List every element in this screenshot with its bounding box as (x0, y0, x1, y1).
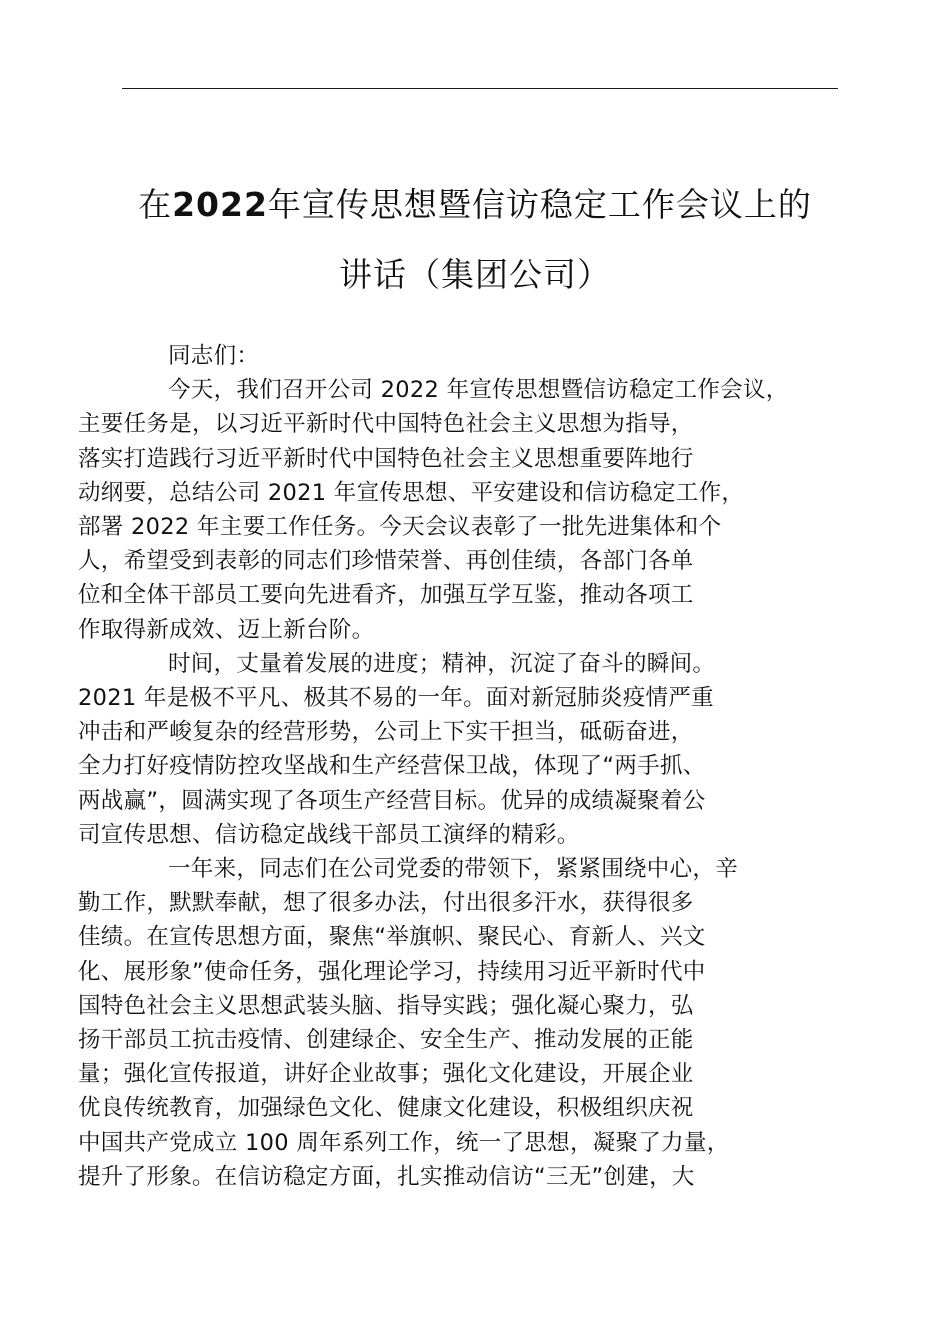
paragraph-line: 人，希望受到表彰的同志们珍惜荣誉、再创佳绩，各部门各单 (78, 548, 694, 575)
paragraph-line: 落实打造践行习近平新时代中国特色社会主义思想重要阵地行 (78, 445, 694, 472)
salutation: 同志们： (168, 343, 260, 369)
paragraph-line: 佳绩。在宣传思想方面，聚焦“举旗帜、聚民心、育新人、兴文 (78, 924, 706, 951)
title-line-1-rest: 年宣传思想暨信访稳定工作会议上的 (267, 185, 812, 224)
paragraph-line: 勤工作，默默奉献，想了很多办法，付出很多汗水，获得很多 (78, 890, 694, 917)
paragraph-line: 位和全体干部员工要向先进看齐，加强互学互鉴，推动各项工 (78, 582, 694, 609)
paragraph-line: 化、展形象”使命任务，强化理论学习，持续用习近平新时代中 (78, 958, 706, 985)
paragraph-3 (78, 852, 863, 1194)
title-prefix: 在 (138, 185, 173, 224)
paragraph-line: 一年来，同志们在公司党委的带领下，紧紧围绕中心，辛 (168, 856, 739, 883)
paragraph-line: 部署 2022 年主要工作任务。今天会议表彰了一批先进集体和个 (78, 514, 722, 541)
paragraph-line: 优良传统教育，加强绿色文化、健康文化建设，积极组织庆祝 (78, 1095, 694, 1122)
paragraph-line: 司宣传思想、信访稳定战线干部员工演绎的精彩。 (78, 821, 580, 848)
title-line-1 (100, 170, 850, 240)
paragraph-1 (78, 373, 863, 647)
document-body (78, 339, 863, 1194)
paragraph-line: 两战赢”，圆满实现了各项生产经营目标。优异的成绩凝聚着公 (78, 787, 706, 814)
paragraph-line: 全力打好疫情防控攻坚战和生产经营保卫战，体现了“两手抓、 (78, 753, 706, 780)
paragraph-2 (78, 647, 863, 852)
header-rule (122, 88, 838, 89)
paragraph-line: 提升了形象。在信访稳定方面，扎实推动信访“三无”创建，大 (78, 1163, 695, 1190)
paragraph-line: 扬干部员工抗击疫情、创建绿企、安全生产、推动发展的正能 (78, 1027, 694, 1054)
paragraph-line: 国特色社会主义思想武装头脑、指导实践；强化凝心聚力，弘 (78, 992, 694, 1019)
paragraph-line: 2021 年是极不平凡、极其不易的一年。面对新冠肺炎疫情严重 (78, 685, 714, 712)
paragraph-line: 作取得新成效、迈上新台阶。 (78, 616, 375, 643)
paragraph-line: 量；强化宣传报道，讲好企业故事；强化文化建设，开展企业 (78, 1061, 694, 1088)
paragraph-line: 冲击和严峻复杂的经营形势，公司上下实干担当，砥砺奋进， (78, 719, 694, 746)
title-line-2: 讲话（集团公司） (339, 255, 611, 294)
paragraph-line: 今天，我们召开公司 2022 年宣传思想暨信访稳定工作会议， (168, 377, 789, 404)
paragraph-line: 时间，丈量着发展的进度；精神，沉淀了奋斗的瞬间。 (168, 650, 716, 677)
paragraph-line: 主要任务是，以习近平新时代中国特色社会主义思想为指导， (78, 411, 694, 438)
title-year: 2022 (172, 185, 268, 224)
paragraph-line: 中国共产党成立 100 周年系列工作，统一了思想，凝聚了力量， (78, 1129, 730, 1156)
document-title (100, 170, 850, 310)
paragraph-line: 动纲要，总结公司 2021 年宣传思想、平安建设和信访稳定工作， (78, 479, 745, 506)
